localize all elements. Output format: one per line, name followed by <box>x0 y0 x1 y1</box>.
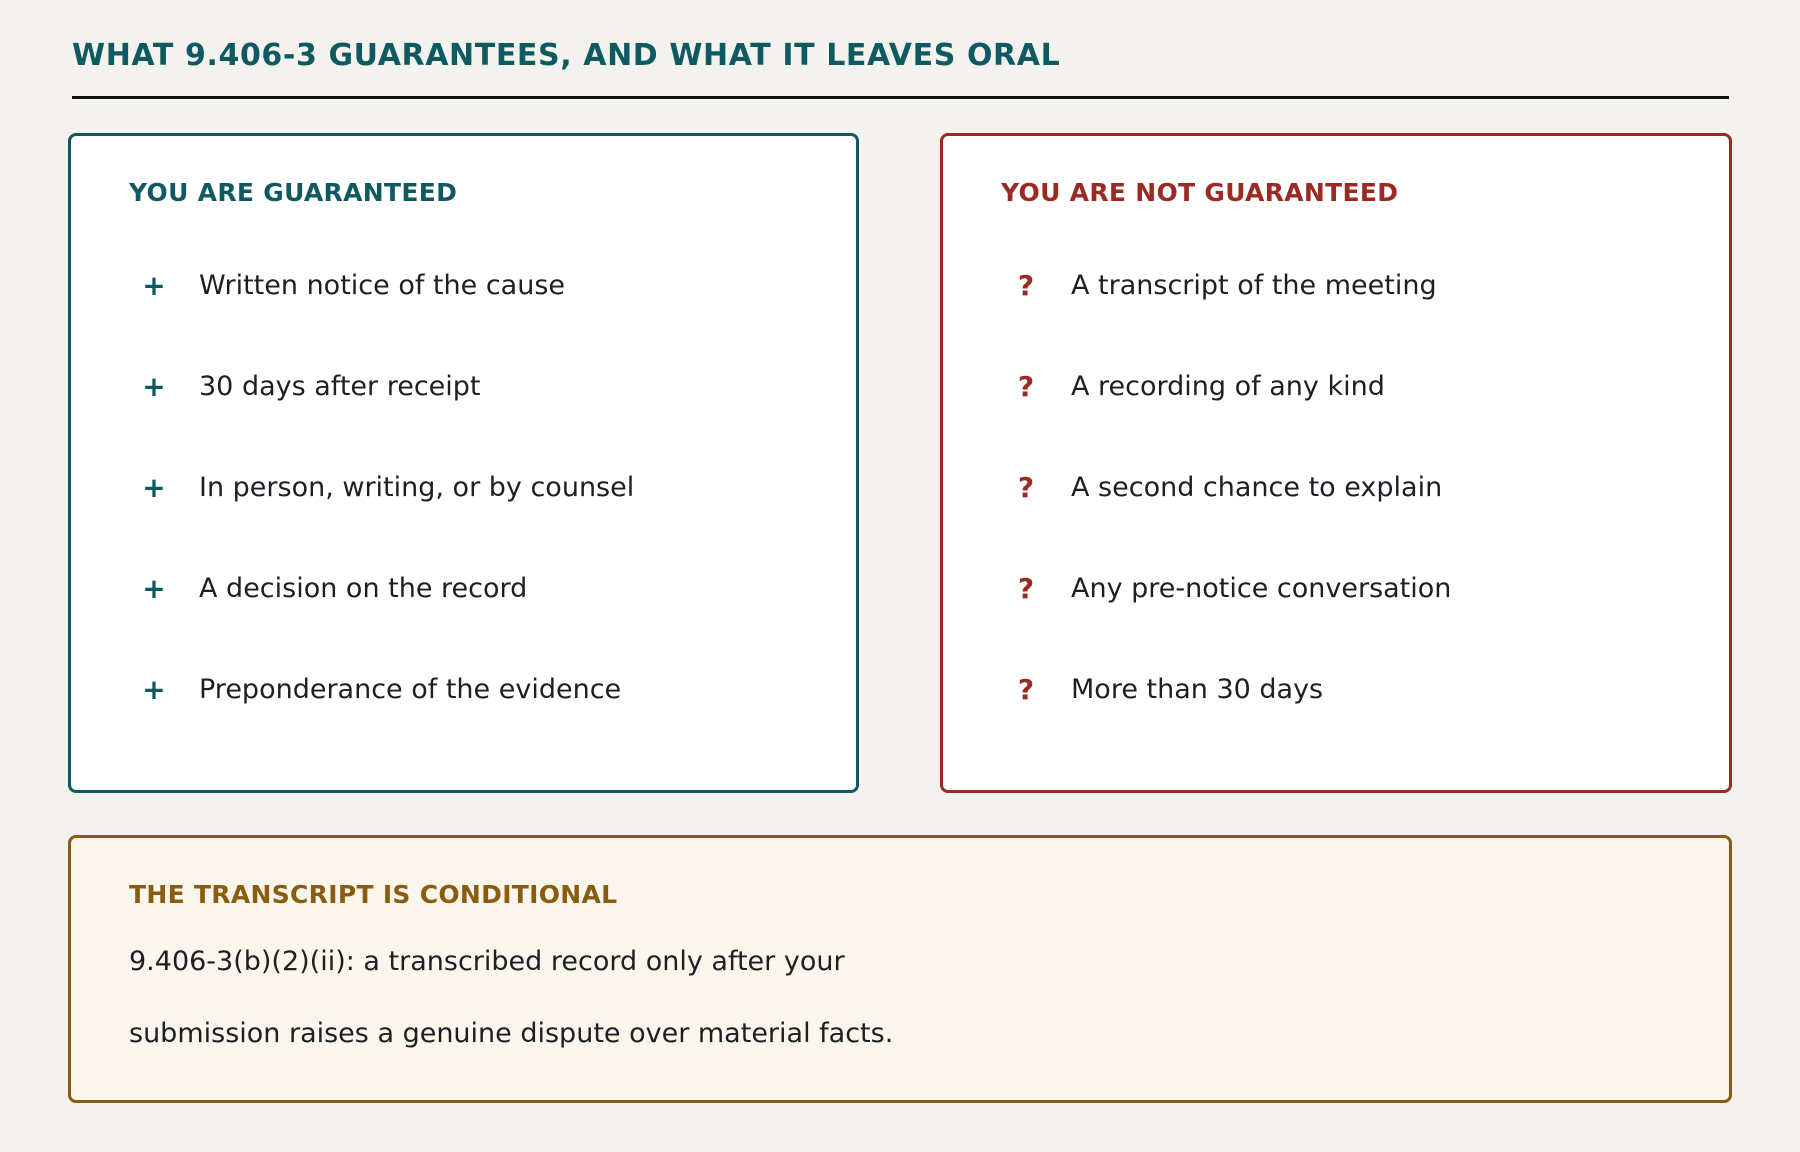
transcript-note-line: submission raises a genuine dispute over material facts. <box>129 1018 894 1049</box>
transcript-note-line: 9.406-3(b)(2)(ii): a transcribed record only after your <box>129 946 845 977</box>
not-guaranteed-panel <box>940 133 1732 793</box>
page-title: WHAT 9.406-3 GUARANTEES, AND WHAT IT LEAVES ORAL <box>72 38 1061 73</box>
question-mark-icon: ? <box>1017 269 1035 302</box>
guaranteed-heading: YOU ARE GUARANTEED <box>129 178 458 207</box>
not-guaranteed-heading: YOU ARE NOT GUARANTEED <box>1001 178 1399 207</box>
guaranteed-item <box>71 468 831 508</box>
plus-icon: + <box>142 370 166 403</box>
guaranteed-item-text: 30 days after receipt <box>199 371 481 402</box>
not-guaranteed-item-text: A recording of any kind <box>1071 371 1385 402</box>
question-mark-icon: ? <box>1017 370 1035 403</box>
question-mark-icon: ? <box>1017 471 1035 504</box>
transcript-note-panel <box>68 835 1732 1103</box>
plus-icon: + <box>142 673 166 706</box>
not-guaranteed-item <box>943 367 1703 407</box>
guaranteed-item <box>71 266 831 306</box>
not-guaranteed-item <box>943 670 1703 710</box>
guaranteed-item-text: A decision on the record <box>199 573 528 604</box>
guaranteed-item <box>71 367 831 407</box>
plus-icon: + <box>142 471 166 504</box>
transcript-note-heading: THE TRANSCRIPT IS CONDITIONAL <box>129 880 618 909</box>
plus-icon: + <box>142 269 166 302</box>
not-guaranteed-item-text: More than 30 days <box>1071 674 1324 705</box>
not-guaranteed-item <box>943 569 1703 609</box>
plus-icon: + <box>142 572 166 605</box>
guaranteed-item <box>71 569 831 609</box>
not-guaranteed-item-text: A second chance to explain <box>1071 472 1443 503</box>
not-guaranteed-item <box>943 266 1703 306</box>
not-guaranteed-item-text: Any pre-notice conversation <box>1071 573 1452 604</box>
not-guaranteed-item <box>943 468 1703 508</box>
question-mark-icon: ? <box>1017 572 1035 605</box>
guaranteed-item <box>71 670 831 710</box>
title-divider <box>72 96 1729 99</box>
transcript-note-text <box>129 944 1689 1052</box>
guaranteed-item-text: Written notice of the cause <box>199 270 566 301</box>
guaranteed-item-text: Preponderance of the evidence <box>199 674 622 705</box>
not-guaranteed-item-text: A transcript of the meeting <box>1071 270 1437 301</box>
guaranteed-panel <box>68 133 859 793</box>
question-mark-icon: ? <box>1017 673 1035 706</box>
guaranteed-item-text: In person, writing, or by counsel <box>199 472 635 503</box>
